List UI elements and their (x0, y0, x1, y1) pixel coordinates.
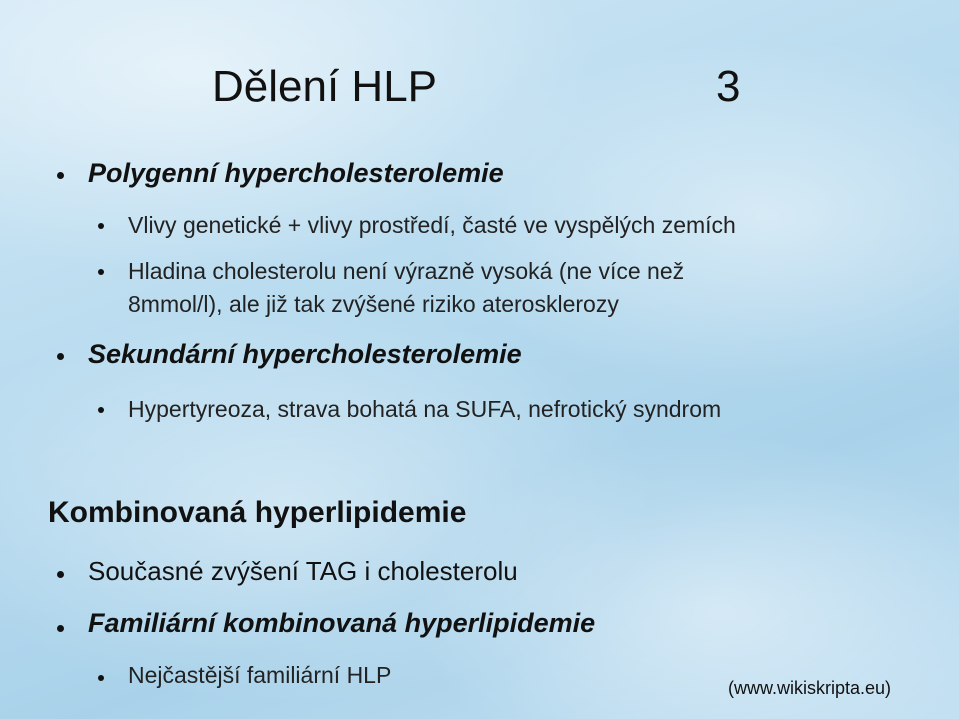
list-item-combined-increase: Současné zvýšení TAG i cholesterolu (88, 556, 518, 586)
bullet-dot (57, 625, 64, 632)
bullet-dot (98, 269, 104, 275)
list-item-polygenic: Polygenní hypercholesterolemie (88, 158, 504, 188)
list-item-most-common: Nejčastější familiární HLP (128, 662, 392, 688)
section-heading: Kombinovaná hyperlipidemie (48, 496, 467, 529)
bullet-dot (98, 675, 104, 681)
bullet-dot (57, 353, 64, 360)
bullet-dot (98, 407, 104, 413)
slide-title: Dělení HLP (212, 62, 438, 111)
list-item-secondary: Sekundární hypercholesterolemie (88, 339, 522, 369)
list-item-cholesterol-level-line1: Hladina cholesterolu není výrazně vysoká (ne více než (128, 258, 685, 284)
bullet-dot (98, 223, 104, 229)
list-item-secondary-causes: Hypertyreoza, strava bohatá na SUFA, nefrotický syndrom (128, 396, 722, 422)
bullet-dot (57, 571, 64, 578)
source-citation: (www.wikiskripta.eu) (728, 678, 892, 698)
slide-number: 3 (716, 62, 741, 111)
list-item-familial-combined: Familiární kombinovaná hyperlipidemie (88, 608, 596, 638)
list-item-cholesterol-level-line2: 8mmol/l), ale již tak zvýšené riziko aterosklerozy (128, 291, 619, 317)
bullet-dot (57, 172, 64, 179)
list-item-genetic-factors: Vlivy genetické + vlivy prostředí, časté ve vyspělých zemích (128, 212, 736, 238)
